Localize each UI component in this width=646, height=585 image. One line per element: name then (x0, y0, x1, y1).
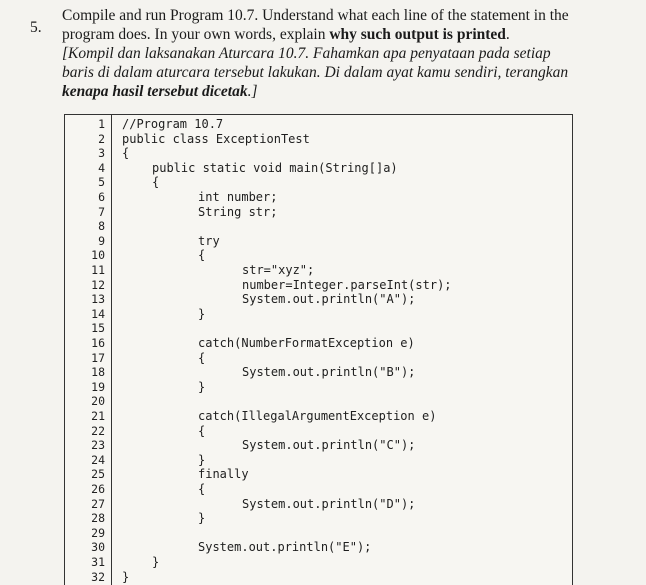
question-text (62, 6, 622, 101)
code-line: number=Integer.parseInt(str); (242, 277, 452, 292)
line-number: 13 (91, 292, 105, 307)
line-number: 20 (91, 394, 105, 409)
line-number: 21 (91, 409, 105, 423)
question-line-2-end: . (505, 26, 510, 43)
line-number: 4 (98, 160, 105, 175)
malay-line-1: [Kompil dan laksanakan Aturcara 10.7. Fahamkan apa penyataan pada setiap (62, 45, 551, 62)
line-number: 6 (98, 190, 105, 204)
code-line: } (152, 555, 160, 569)
line-number: 30 (91, 540, 105, 555)
line-number: 16 (91, 336, 105, 350)
line-number: 1 (98, 117, 105, 131)
line-number: 22 (91, 423, 105, 438)
question-emphasis: why such output is printed (329, 26, 506, 43)
code-line: System.out.println("B"); (242, 365, 416, 380)
code-line: } (198, 379, 206, 394)
question-line-2 (62, 25, 622, 44)
code-line: System.out.println("A"); (242, 292, 416, 307)
code-line: { (122, 146, 130, 161)
line-number: 2 (98, 131, 105, 146)
code-line: catch(IllegalArgumentException e) (198, 409, 437, 423)
malay-line-2: baris di dalam aturcara tersebut lakukan. Di dalam ayat kamu sendiri, terangkan (62, 64, 569, 81)
code-line: str="xyz"; (242, 263, 315, 277)
line-number: 11 (91, 263, 105, 277)
line-number: 17 (91, 350, 105, 365)
line-number: 14 (91, 306, 105, 321)
code-line: //Program 10.7 (122, 117, 224, 131)
code-line: try (198, 233, 220, 248)
code-line: System.out.println("D"); (242, 496, 416, 511)
code-line: System.out.println("E"); (198, 540, 372, 555)
line-number: 15 (91, 321, 105, 336)
line-number: 12 (91, 277, 105, 292)
code-line: } (198, 511, 206, 526)
line-number: 23 (91, 438, 105, 453)
line-number: 24 (91, 452, 105, 467)
line-number: 26 (91, 482, 105, 496)
question-number: 5. (30, 19, 42, 36)
code-line: { (198, 423, 206, 438)
code-line: catch(NumberFormatException e) (198, 336, 415, 350)
code-line: finally (198, 467, 249, 482)
line-number: 10 (91, 248, 105, 263)
line-number: 3 (98, 146, 105, 161)
line-number: 8 (98, 219, 105, 234)
malay-emphasis: kenapa hasil tersebut dicetak (62, 83, 248, 100)
code-listing (64, 114, 573, 585)
code-line: } (198, 452, 206, 467)
malay-line-3 (62, 82, 622, 101)
code-line: System.out.println("C"); (242, 438, 416, 453)
question-line-2-text: program does. In your own words, explain (62, 26, 330, 43)
code-line: String str; (198, 204, 278, 219)
line-number: 5 (98, 175, 105, 190)
line-number-gutter (65, 115, 112, 585)
code-line: public class ExceptionTest (122, 131, 310, 146)
line-number: 27 (91, 496, 105, 511)
code-line: } (198, 306, 206, 321)
line-number: 28 (91, 511, 105, 526)
code-line: public static void main(String[]a) (152, 160, 398, 175)
line-number: 25 (91, 467, 105, 482)
line-number: 9 (98, 233, 105, 248)
code-line: int number; (198, 190, 278, 204)
code-line: { (198, 482, 206, 496)
line-number: 19 (91, 379, 105, 394)
code-line: { (198, 248, 206, 263)
code-line: { (198, 350, 206, 365)
code-line: } (122, 569, 130, 584)
question-line-1: Compile and run Program 10.7. Understand what each line of the statement in the (62, 7, 569, 24)
line-number: 32 (91, 569, 105, 584)
line-number: 7 (98, 204, 105, 219)
code-line: { (152, 175, 160, 190)
line-number: 29 (91, 525, 105, 540)
line-number: 31 (91, 555, 105, 569)
line-number: 18 (91, 365, 105, 380)
malay-line-3-end: .] (247, 83, 258, 100)
